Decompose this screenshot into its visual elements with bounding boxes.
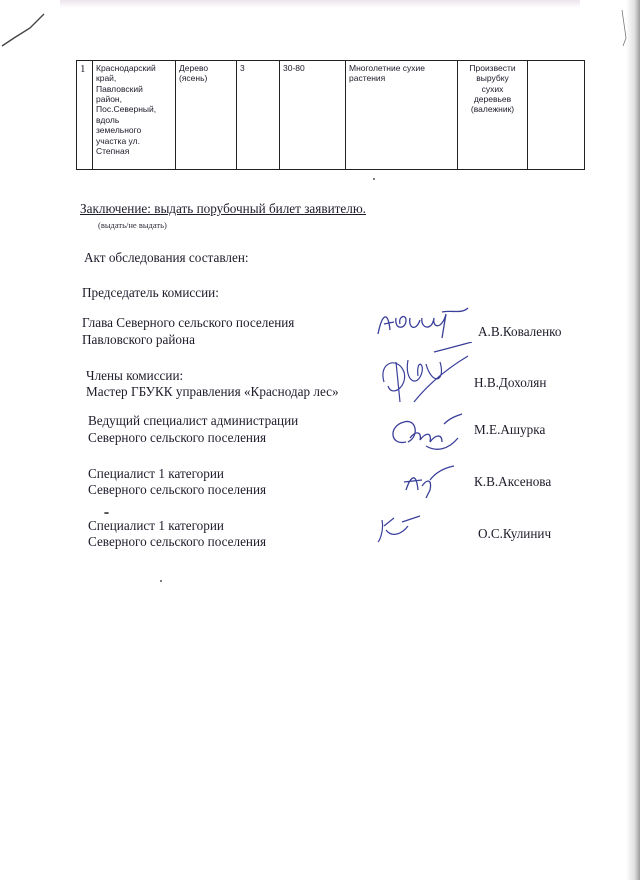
scan-speck — [160, 580, 162, 582]
location-line: Пос.Северный, — [96, 104, 157, 115]
act-compiled-label: Акт обследования составлен: — [84, 250, 249, 265]
signatory-name: Н.В.Дохолян — [474, 375, 547, 390]
cell-action — [458, 61, 528, 170]
signatory-name: А.В.Коваленко — [478, 324, 562, 339]
location-line: вдоль — [96, 114, 120, 125]
signatory-position-line: Павловского района — [82, 332, 195, 347]
chairman-label: Председатель комиссии: — [82, 285, 219, 300]
cell-count: 3 — [237, 61, 280, 170]
signature-image — [374, 342, 474, 406]
action-line: сухих — [481, 83, 504, 94]
scan-corner-mark — [0, 10, 46, 50]
condition-line: растения — [349, 73, 386, 84]
location-line: район, — [96, 94, 122, 105]
scan-speck — [373, 178, 375, 180]
signatory-position-line: Северного сельского поселения — [88, 430, 267, 445]
signatory-name: О.С.Кулинич — [478, 526, 552, 541]
signatory-name: М.Е.Ашурка — [474, 422, 546, 437]
conclusion-note: (выдать/не выдать) — [98, 220, 167, 230]
action-line: Произвести — [469, 63, 516, 73]
signature-image — [398, 460, 458, 500]
signature-image — [372, 512, 422, 546]
location-line: Степная — [96, 145, 130, 156]
species-line: (ясень) — [179, 73, 208, 84]
signatory-position-line: Глава Северного сельского поселения — [82, 315, 295, 330]
signature-image — [372, 304, 472, 344]
signatory-position-line: Ведущий специалист администрации — [88, 413, 299, 428]
cell-condition — [346, 61, 458, 170]
scan-edge-top — [60, 0, 580, 8]
inspection-table — [76, 60, 585, 170]
cell-species — [176, 61, 237, 170]
location-line: край, — [96, 73, 117, 84]
action-line: деревьев — [473, 94, 512, 105]
signatory-position-line: Специалист 1 категории — [88, 518, 224, 533]
location-line: земельного — [96, 125, 142, 136]
signatory-position-line: Северного сельского поселения — [88, 482, 267, 497]
action-line: вырубку — [476, 73, 509, 84]
location-line: Краснодарский — [96, 63, 156, 73]
signatory-position-line: Специалист 1 категории — [88, 466, 224, 481]
species-line: Дерево — [179, 63, 209, 73]
action-line: (валежник) — [470, 104, 515, 115]
scan-speck — [104, 512, 109, 514]
scan-edge-right — [626, 0, 640, 880]
signatory-position-line: Северного сельского поселения — [88, 534, 267, 549]
signature-image — [386, 412, 466, 456]
cell-location — [93, 61, 176, 170]
cell-extra — [528, 61, 585, 170]
signatory-position-line: Члены комиссии: — [86, 368, 184, 383]
signatory-position-line: Мастер ГБУКК управления «Краснодар лес» — [86, 384, 339, 399]
condition-line: Многолетние сухие — [349, 63, 426, 73]
location-line: участка ул. — [96, 135, 140, 146]
cell-diameter: 30-80 — [280, 61, 346, 170]
location-line: Павловский — [96, 83, 143, 94]
conclusion-text: Заключение: выдать порубочный билет заявителю. — [80, 201, 366, 216]
signatory-name: К.В.Аксенова — [474, 474, 552, 489]
table-row — [77, 61, 585, 170]
cell-row-number: 1 — [77, 61, 93, 170]
scan-top-right-mark — [620, 8, 640, 48]
